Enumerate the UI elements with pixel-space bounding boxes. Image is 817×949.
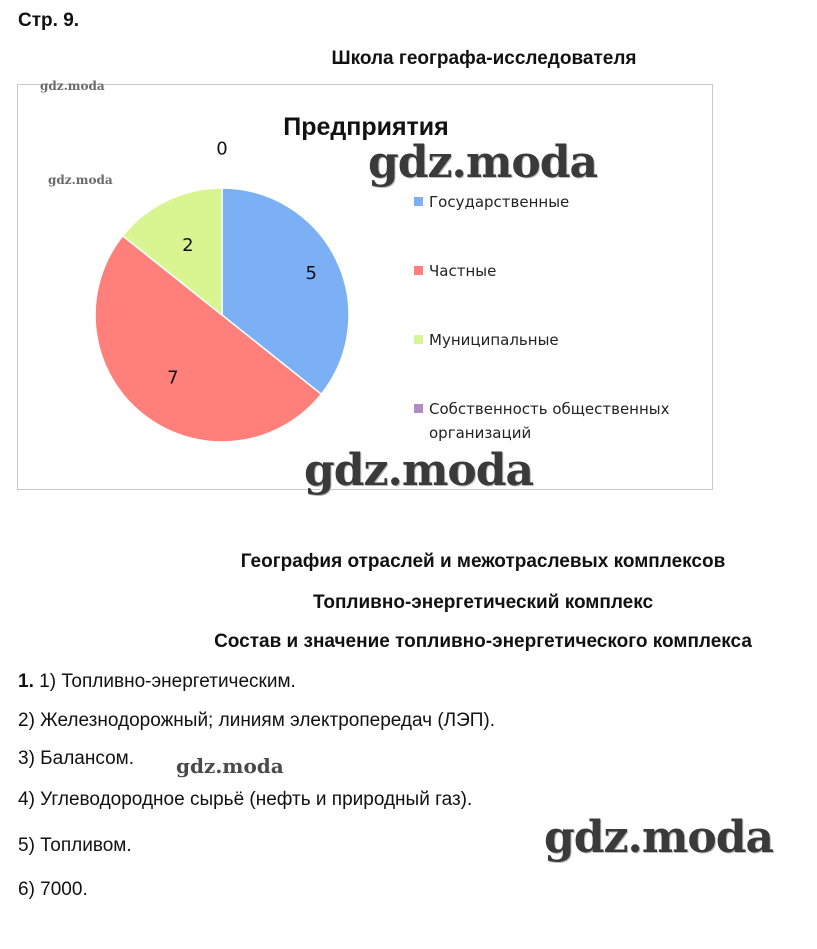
legend-label: Муниципальные (429, 331, 559, 349)
answer-text: 1) Топливно-энергетическим. (39, 671, 296, 692)
answer-item: 4) Углеводородное сырьё (нефть и природный газ). (18, 789, 473, 810)
task-number: 1. (18, 671, 34, 692)
section-title: Школа географа-исследователя (331, 48, 637, 69)
legend-label: Частные (429, 262, 497, 280)
slice-value-label: 2 (182, 235, 194, 257)
legend-swatch (414, 404, 423, 413)
watermark-small: gdz.moda (48, 173, 113, 187)
page-number: Стр. 9. (18, 10, 80, 31)
legend-label: Государственные (429, 193, 570, 211)
watermark-small: gdz.moda (40, 79, 105, 93)
heading-industries: География отраслей и межотраслевых комплексов (240, 551, 726, 572)
slice-value-label: 5 (305, 263, 317, 285)
pie-chart (17, 79, 713, 496)
answer-item: 6) 7000. (18, 879, 88, 900)
legend-swatch (414, 335, 423, 344)
slice-value-label: 7 (167, 367, 179, 389)
legend-label: Собственность общественных (429, 400, 670, 418)
slice-value-label: 0 (216, 138, 228, 160)
watermark: gdz.moda (368, 137, 598, 188)
answer-item: 5) Топливом. (18, 835, 132, 856)
answer-item: 3) Балансом. (18, 748, 134, 769)
watermark: gdz.moda (544, 812, 774, 863)
legend-swatch (414, 266, 423, 275)
answer-item (18, 671, 296, 693)
legend-label: организаций (429, 424, 532, 442)
heading-fuel-energy-complex: Топливно-энергетический комплекс (312, 592, 654, 613)
legend-swatch (414, 197, 423, 206)
answer-item: 2) Железнодорожный; линиям электропередач (ЛЭП). (18, 710, 496, 731)
heading-composition: Состав и значение топливно-энергетического комплекса (214, 631, 752, 652)
chart-title: Предприятия (283, 113, 449, 141)
watermark: gdz.moda (176, 754, 284, 778)
watermark: gdz.moda (304, 445, 534, 496)
